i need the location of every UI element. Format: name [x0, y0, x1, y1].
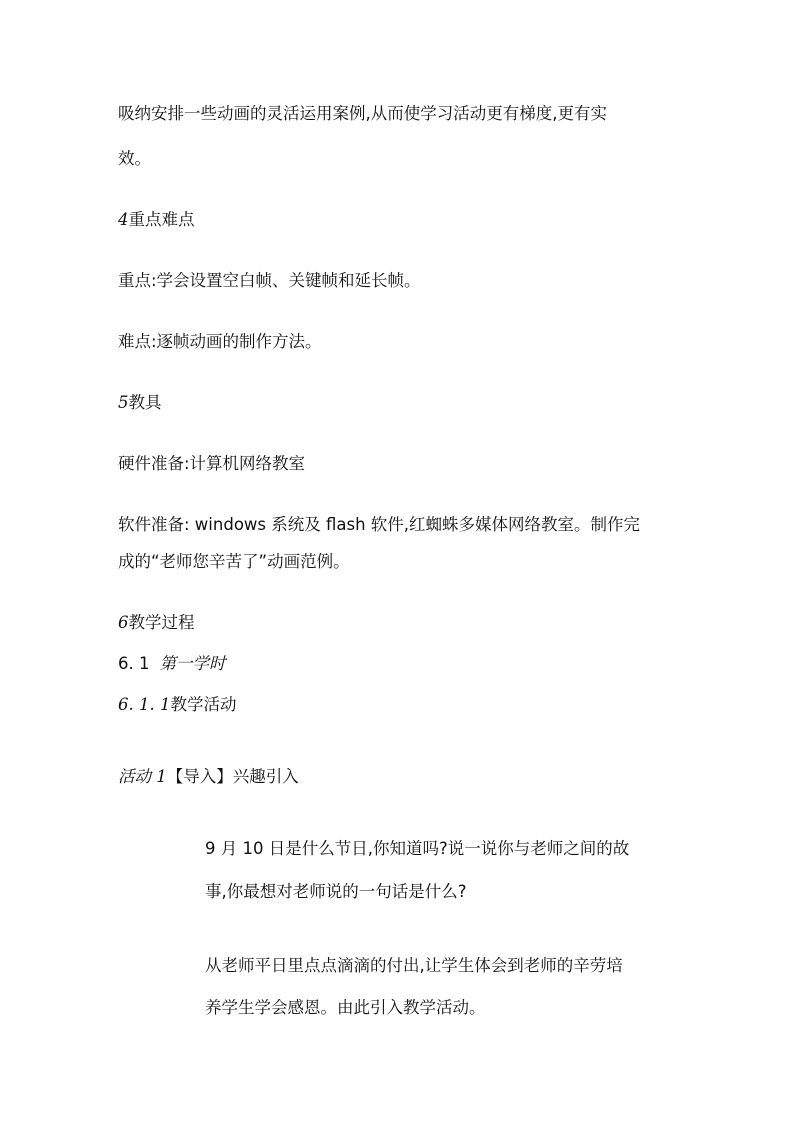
section-4-number: 4	[118, 210, 129, 229]
section-6-1-heading	[118, 653, 226, 675]
activity-para-2-line-1: 从老师平日里点点滴滴的付出,让学生体会到老师的辛劳培	[205, 956, 623, 975]
intro-line-1: 吸纳安排一些动画的灵活运用案例,从而使学习活动更有梯度,更有实	[118, 104, 607, 123]
section-6-1-number: 6. 1	[118, 654, 150, 673]
activity-para-2-line-2: 养学生学会感恩。由此引入教学活动。	[205, 998, 486, 1017]
section-5-heading	[118, 392, 162, 414]
activity-para-1-line-1: 9 月 10 日是什么节日,你知道吗?说一说你与老师之间的故	[205, 839, 630, 858]
section-6-1-1-heading	[118, 694, 236, 716]
key-point-text: 重点:学会设置空白帧、关键帧和延长帧。	[118, 271, 421, 290]
hardware-text: 硬件准备:计算机网络教室	[118, 454, 306, 473]
section-5-number: 5	[118, 393, 129, 412]
section-6-heading	[118, 612, 195, 634]
activity-1-title: 【导入】兴趣引入	[166, 767, 299, 786]
intro-line-2: 效。	[118, 149, 151, 168]
section-5-title: 教具	[128, 393, 162, 412]
section-6-number: 6	[118, 613, 129, 632]
section-6-title: 教学过程	[128, 613, 195, 632]
software-line-2: 成的“老师您辛苦了”动画范例。	[118, 552, 350, 571]
software-line-1: 软件准备: windows 系统及 flash 软件,红蜘蛛多媒体网络教室。制作完	[118, 515, 641, 534]
difficulty-text: 难点:逐帧动画的制作方法。	[118, 332, 322, 351]
section-4-title: 重点难点	[128, 210, 195, 229]
activity-1-label: 活动 1	[118, 767, 167, 786]
section-4-heading	[118, 209, 195, 231]
section-6-1-1-number: 6. 1. 1	[118, 695, 171, 714]
activity-1-heading	[118, 766, 299, 788]
section-6-1-title: 第一学时	[159, 654, 226, 673]
activity-para-1-line-2: 事,你最想对老师说的一句话是什么?	[205, 882, 467, 901]
section-6-1-1-title: 教学活动	[170, 695, 237, 714]
